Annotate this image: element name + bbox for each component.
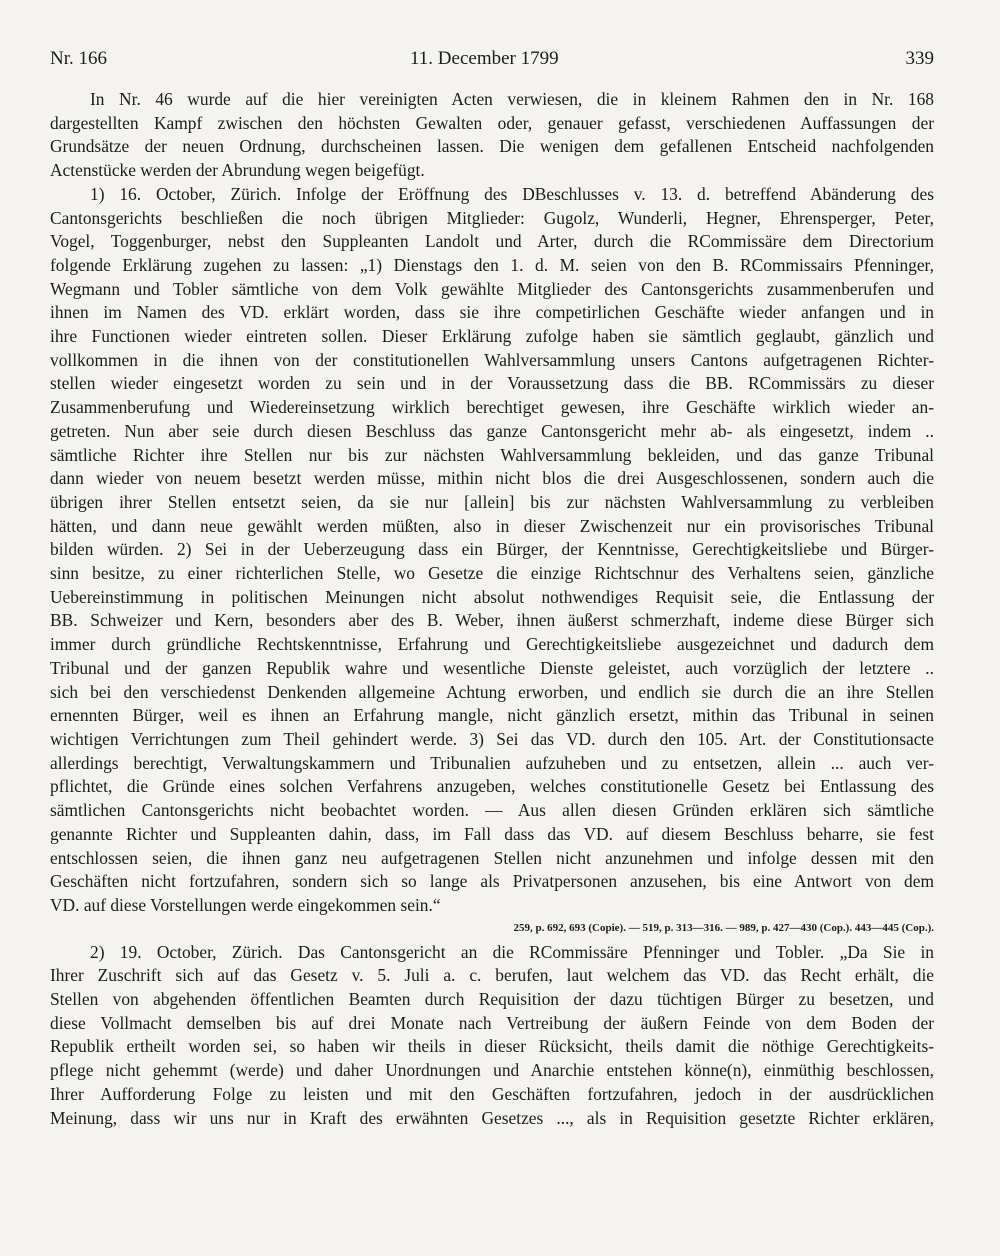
text-line: Ihrer Zuschrift sich auf das Gesetz v. 5. Juli a. c. berufen, laut welchem das VD. das Recht erhält, die xyxy=(50,965,934,986)
text-line: stellen wieder eingesetzt worden zu sein und in der Voraussetzung dass die BB. RCommissärs zu dieser xyxy=(50,373,934,394)
text-line: dargestellten Kampf zwischen den höchsten Gewalten oder, genauer gefasst, verschiedenen Auffassungen der xyxy=(50,112,934,133)
body-text xyxy=(50,88,934,1130)
text-line: Tribunal und der ganzen Republik wahre und wesentliche Dienste geleistet, auch vorzüglich der letztere .. xyxy=(50,657,934,678)
text-line: diese Vollmacht demselben bis auf drei Monate nach Vertreibung der äußern Feinde von dem Boden der xyxy=(50,1012,934,1033)
text-line: wichtigen Verrichtungen zum Theil gehindert werde. 3) Sei das VD. durch den 105. Art. der Constitutionsacte xyxy=(50,728,934,749)
text-line: sinn besitze, zu einer richterlichen Stelle, wo Gesetze die einzige Richtschnur des Verhaltens seien, gänzliche xyxy=(50,563,934,584)
page-header xyxy=(50,48,934,78)
text-line: VD. auf diese Vorstellungen werde eingekommen sein.“ xyxy=(50,894,441,915)
page-number: 339 xyxy=(905,48,934,69)
text-line: hätten, und dann neue gewählt werden müßten, also in dieser Zwischenzeit nur ein provisorisches Tribunal xyxy=(50,515,934,536)
source-citation: 259, p. 692, 693 (Copie). — 519, p. 313—316. — 989, p. 427—430 (Cop.). 443—445 (Cop.). xyxy=(513,921,934,934)
text-line: Grundsätze der neuen Ordnung, durchscheinen lassen. Die wenigen dem gefallenen Entscheid nachfolgenden xyxy=(50,136,934,157)
text-line: Geschäften nicht fortzufahren, sondern sich so lange als Privatpersonen anzusehen, bis eine Antwort von dem xyxy=(50,871,934,892)
text-line: sämtliche Richter ihre Stellen nur bis zur nächsten Wahlversammlung bekleiden, und das ganze Tribunal xyxy=(50,444,934,465)
text-line: vollkommen in die ihnen von der constitutionellen Wahlversammlung unsers Cantons aufgetragenen Richter- xyxy=(50,349,934,370)
text-line: pflichtet, die Gründe eines solchen Verfahrens anzugeben, welches constitutionelle Gesetz bei Entlassung des xyxy=(50,776,934,797)
text-line: übrigen ihrer Stellen entsetzt seien, da sie nur [allein] bis zur nächsten Wahlversammlung zu verbleiben xyxy=(50,491,934,512)
text-line: Cantonsgerichts beschließen die noch übrigen Mitglieder: Gugolz, Wunderli, Hegner, Ehrensperger, Peter, xyxy=(50,207,934,228)
text-line: Wegmann und Tobler sämtliche von dem Volk gewählte Mitglieder des Cantonsgerichts zusammenberufen und xyxy=(50,278,934,299)
text-line: In Nr. 46 wurde auf die hier vereinigten Acten verwiesen, die in kleinem Rahmen den in Nr. 168 xyxy=(90,89,934,109)
text-line: Zusammenberufung und Wiedereinsetzung wirklich berechtiget gewesen, ihre Geschäfte wirklich wieder an- xyxy=(50,397,934,418)
text-line: 2) 19. October, Zürich. Das Cantonsgericht an die RCommissäre Pfenninger und Tobler. „Da Sie in xyxy=(90,941,934,962)
text-line: Actenstücke werden der Abrundung wegen beigefügt. xyxy=(50,160,425,181)
text-line: dann wieder von neuem besetzt werden müsse, mithin nicht blos die drei Ausgeschlossenen, sondern auch die xyxy=(50,468,934,489)
document-date: 11. December 1799 xyxy=(410,48,559,69)
text-line: pflege nicht gehemmt (werde) und daher Unordnungen und Anarchie entstehen könne(n), einmüthig beschlossen, xyxy=(50,1060,934,1081)
text-line: entschlossen seien, die ihnen ganz neu aufgetragenen Stellen nicht anzunehmen und infolge dessen mit den xyxy=(50,847,934,868)
text-line: folgende Erklärung zugehen zu lassen: „1) Dienstags den 1. d. M. seien von den B. RCommissairs Pfenninger, xyxy=(50,254,934,275)
text-line: sich bei den verschiedenst Denkenden allgemeine Achtung erworben, und endlich sie durch die an ihre Stellen xyxy=(50,681,934,702)
text-line: bilden würden. 2) Sei in der Ueberzeugung dass ein Bürger, der Kenntnisse, Gerechtigkeitsliebe und Bürger- xyxy=(50,539,934,560)
text-line: Uebereinstimmung in politischen Meinungen nicht absolut nothwendiges Requisit seie, die Entlassung der xyxy=(50,586,934,607)
text-line: genannte Richter und Suppleanten dahin, dass, im Fall dass das VD. auf diesem Beschluss beharre, sie fest xyxy=(50,823,934,844)
text-line: Republik ertheilt worden sei, so haben wir theils in dieser Rücksicht, theils damit die nöthige Gerechtigkeits- xyxy=(50,1036,934,1057)
text-line: Stellen von abgehenden öffentlichen Beamten durch Requisition der dazu tüchtigen Bürger zu besetzen, und xyxy=(50,989,934,1010)
text-line: getreten. Nun aber seie durch diesen Beschluss das ganze Cantonsgericht mehr ab- als eingesetzt, indem .. xyxy=(50,420,934,441)
text-line: sämtlichen Cantonsgerichts nicht beobachtet worden. — Aus allen diesen Gründen erklären sich sämtliche xyxy=(50,800,934,821)
text-line: BB. Schweizer und Kern, besonders aber des B. Weber, ihnen äußerst schmerzhaft, indeme diese Bürger sich xyxy=(50,610,934,631)
text-line: ihnen im Namen des VD. erklärt worden, dass sie ihre competirlichen Geschäfte wieder anfangen und in xyxy=(50,302,934,323)
text-line: ihre Functionen wieder eintreten sollen. Dieser Erklärung zufolge haben sie sämtlich geglaubt, gänzlich und xyxy=(50,326,934,347)
text-line: Meinung, dass wir uns nur in Kraft des erwähnten Gesetzes ..., als in Requisition gesetzte Richter erklären, xyxy=(50,1107,934,1128)
text-line: immer durch gründliche Rechtskenntnisse, Erfahrung und Gerechtigkeitsliebe ausgezeichnet und dadurch dem xyxy=(50,634,934,655)
text-line: ernennten Bürger, weil es ihnen an Erfahrung mangle, nicht gänzlich ersetzt, mithin das Tribunal in seinen xyxy=(50,705,934,726)
text-line: Vogel, Toggenburger, nebst den Suppleanten Landolt und Arter, durch die RCommissäre dem Directorium xyxy=(50,231,934,252)
text-line: 1) 16. October, Zürich. Infolge der Eröffnung des DBeschlusses v. 13. d. betreffend Abänderung des xyxy=(90,183,934,204)
text-line: allerdings berechtigt, Verwaltungskammern und Tribunalien aufzuheben und zu entsetzen, allein ... auch ver- xyxy=(50,752,934,773)
document-number: Nr. 166 xyxy=(50,48,107,69)
text-line: Ihrer Aufforderung Folge zu leisten und mit den Geschäften fortzufahren, jedoch in der ausdrücklichen xyxy=(50,1083,934,1104)
